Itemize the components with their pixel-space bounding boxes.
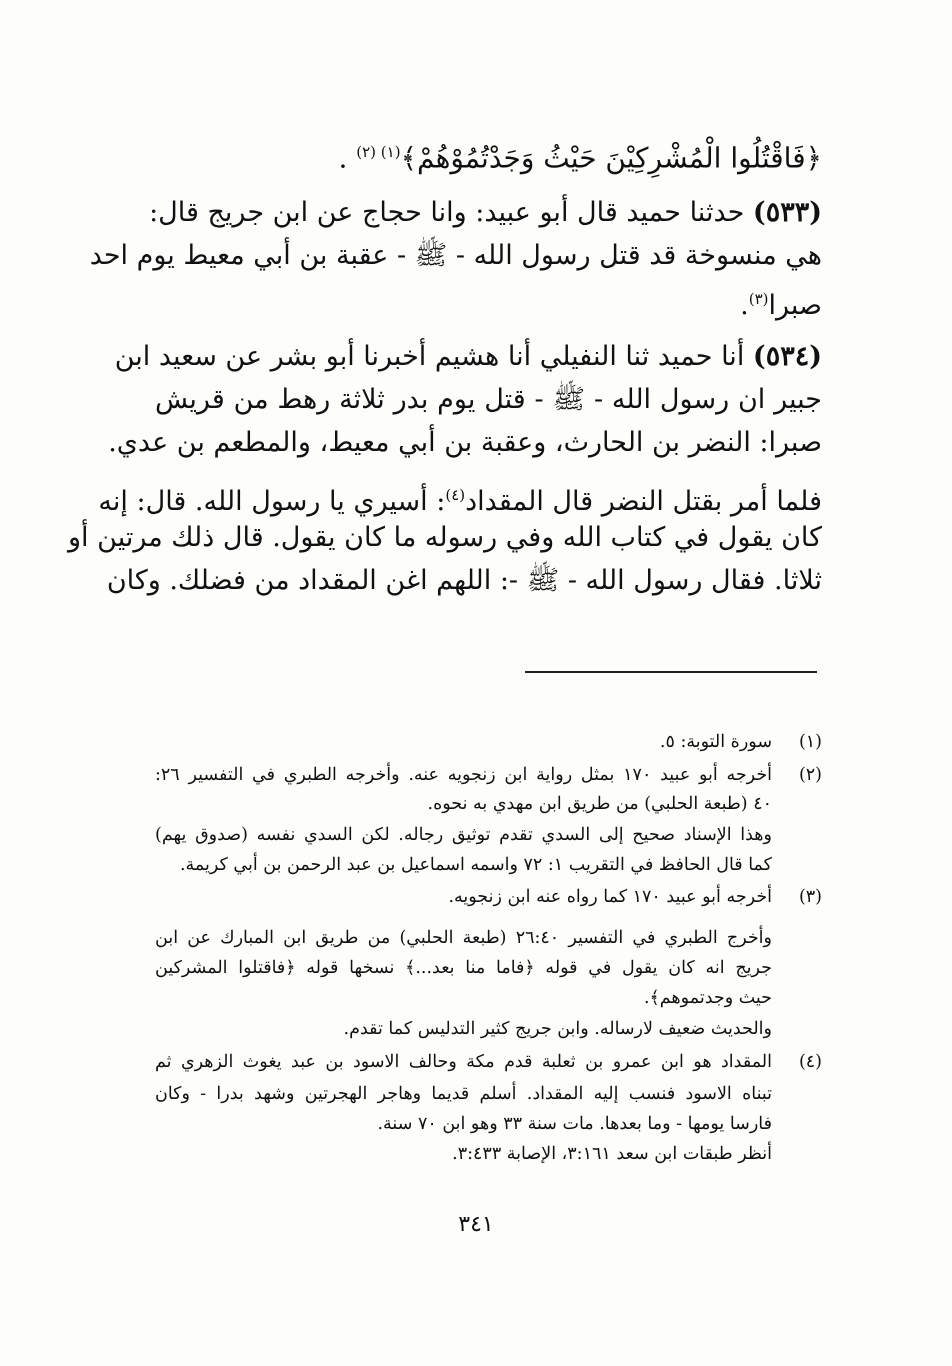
footnote-4-line-3: فارسا يومها - وما بعدها. مات سنة ٣٣ وهو ابن ٧٠ سنة. bbox=[377, 1114, 772, 1134]
footnote-3-line-5: والحديث ضعيف لارساله. وابن جريج كثير التدليس كما تقدم. bbox=[343, 1019, 772, 1039]
verse-line bbox=[338, 132, 822, 178]
hadith-534-line-2: جبير ان رسول الله - ﷺ - قتل يوم بدر ثلاثة رهط من قريش bbox=[155, 384, 822, 415]
footnote-2-line-3: وهذا الإسناد صحيح إلى السدي تقدم توثيق رجاله. لكن السدي نفسه (صدوق يهم) bbox=[155, 825, 772, 845]
hadith-533-line-3 bbox=[155, 282, 822, 323]
footnote-3-line-2: وأخرج الطبري في التفسير ٢٦:٤٠ (طبعة الحلبي) من طريق ابن المبارك عن ابن bbox=[155, 928, 772, 948]
hadith-534-line-1 bbox=[114, 340, 822, 374]
hadith-534-line-3: صبرا: النضر بن الحارث، وعقبة بن أبي معيط، والمطعم بن عدي. bbox=[108, 427, 822, 458]
hadith-534-number: (٥٣٤) bbox=[752, 341, 822, 372]
hadith-533-note-ref: (٣) bbox=[748, 290, 769, 308]
hadith-533-end: . bbox=[740, 290, 749, 321]
hadith-533-line-2: هي منسوخة قد قتل رسول الله - ﷺ - عقبة بن أبي معيط يوم احد bbox=[89, 240, 822, 271]
verse-note-refs: (١) (٢) bbox=[356, 143, 401, 161]
footnote-1-line-1: سورة التوبة: ٥. bbox=[659, 732, 772, 752]
footnote-2-number: (٢) bbox=[798, 765, 822, 785]
footnote-4-line-4: أنظر طبقات ابن سعد ٣:١٦١، الإصابة ٣:٤٣٣. bbox=[452, 1144, 772, 1164]
footnote-2-line-4: كما قال الحافظ في التقريب ١: ٧٢ واسمه اسماعيل بن عبد الرحمن بن أبي كريمة. bbox=[179, 855, 772, 875]
footnote-2-line-2: ٤٠ (طبعة الحلبي) من طريق ابن مهدي به نحوه. bbox=[427, 794, 772, 814]
footnote-4-line-2: تبناه الاسود فنسب إليه المقداد. أسلم قديما وهاجر الهجرتين وشهد بدرا - وكان bbox=[155, 1084, 772, 1104]
hadith-533-number: (٥٣٣) bbox=[752, 197, 822, 228]
verse-text: ﴿فَاقْتُلُوا الْمُشْرِكِيْنَ حَيْثُ وَجَدْتُمُوْهُمْ﴾ bbox=[400, 141, 822, 175]
footnote-3-line-4: حيث وجدتموهم﴾. bbox=[643, 988, 772, 1008]
page-number: ٣٤١ bbox=[458, 1212, 494, 1237]
hadith-534-text-1: أنا حميد ثنا النفيلي أنا هشيم أخبرنا أبو بشر عن سعيد ابن bbox=[114, 341, 745, 372]
footnote-4-number: (٤) bbox=[798, 1052, 822, 1072]
hadith-533-line-1 bbox=[149, 196, 822, 230]
verse-end: . bbox=[338, 141, 348, 175]
footnote-3-line-1: أخرجه أبو عبيد ١٧٠ كما رواه عنه ابن زنجويه. bbox=[448, 887, 772, 907]
hadith-533-text-1: حدثنا حميد قال أبو عبيد: وانا حجاج عن ابن جريج قال: bbox=[149, 197, 745, 228]
hadith-534-text-4a: فلما أمر بقتل النضر قال المقداد bbox=[465, 486, 822, 517]
footnote-1-number: (١) bbox=[798, 732, 822, 752]
hadith-534-line-4 bbox=[98, 478, 822, 519]
footnote-4-line-1: المقداد هو ابن عمرو بن ثعلبة قدم مكة وحالف الاسود بن عبد يغوث الزهري ثم bbox=[155, 1052, 772, 1072]
hadith-534-line-6: ثلاثا. فقال رسول الله - ﷺ -: اللهم اغن المقداد من فضلك. وكان bbox=[106, 565, 822, 596]
footnote-2-line-1: أخرجه أبو عبيد ١٧٠ بمثل رواية ابن زنجويه عنه. وأخرجه الطبري في التفسير ٢٦: bbox=[155, 765, 773, 785]
hadith-533-text-3: صبرا bbox=[768, 290, 822, 321]
hadith-534-line-5: كان يقول في كتاب الله وفي رسوله ما كان يقول. قال ذلك مرتين أو bbox=[68, 522, 822, 553]
footnote-3-number: (٣) bbox=[798, 887, 822, 907]
hadith-534-text-4b: : أسيري يا رسول الله. قال: إنه bbox=[98, 486, 446, 517]
footnote-divider bbox=[525, 671, 817, 673]
hadith-534-note-ref: (٤) bbox=[445, 486, 466, 504]
footnote-3-line-3: جريج انه كان يقول في قوله ﴿فاما منا بعد...﴾ نسخها قوله ﴿فاقتلوا المشركين bbox=[155, 958, 772, 978]
